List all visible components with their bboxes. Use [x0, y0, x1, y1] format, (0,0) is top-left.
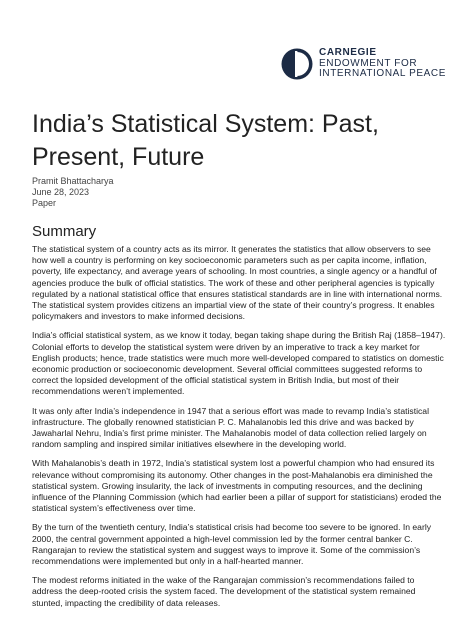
carnegie-logo-icon [281, 48, 313, 80]
carnegie-logo [281, 48, 446, 80]
document-meta [32, 176, 114, 209]
logo-line-3: INTERNATIONAL PEACE [319, 68, 446, 80]
summary-paragraph: By the turn of the twentieth century, India’s statistical crisis had become too severe to be ignored. In early 2000, the central government appointed a high-level commission led by the former central banker C. Rangarajan to review the statistical system and suggest ways to improve it. Some of the commission’s recommendations were implemented but only in a half-hearted manner. [32, 522, 432, 567]
logo-line-1: CARNEGIE [319, 47, 377, 59]
document-title: India’s Statistical System: Past, Present, Future [32, 110, 379, 171]
summary-paragraph: It was only after India’s independence in 1947 that a serious effort was made to revamp India’s statistical infrastructure. The globally renowned statistician P. C. Mahalanobis led this drive and was backed by Jawaharlal Nehru, India’s first prime minister. The Mahalanobis model of data collection relied largely on random sampling and inspired similar initiatives elsewhere in the developing world. [32, 405, 429, 450]
summary-paragraph: The statistical system of a country acts as its mirror. It generates the statistics that allow observers to see how well a country is performing on key socioeconomic parameters such as per capita income, inflation, poverty, life expectancy, and average years of schooling. In most countries, a single agency or a handful of agencies produce the bulk of official statistics. The work of these and other peripheral agencies is typically regulated by a national statistical office that ensures statistical standards are in line with international norms. The statistical system provides citizens an impartial view of the state of their country’s progress. It enables policymakers and investors to make informed decisions. [32, 244, 443, 322]
document-type: Paper [32, 198, 57, 208]
summary-paragraph: The modest reforms initiated in the wake of the Rangarajan commission’s recommendations failed to address the deep-rooted crisis the system faced. The development of the statistical system remained stunted, impacting the credibility of data releases. [32, 575, 416, 608]
summary-paragraph: India’s official statistical system, as we know it today, began taking shape during the British Raj (1858–1947). Colonial efforts to develop the statistical system were driven by an imperative to track a key market for English products; hence, trade statistics were much more well-developed compared to statistics on domestic economic production or socioeconomic development. Several official committees suggested reforms to correct the lopsided development of the official statistical system in British India, but most of their recommendations weren’t implemented. [32, 330, 446, 397]
logo-line-2: ENDOWMENT FOR [319, 57, 418, 69]
publish-date: June 28, 2023 [32, 187, 90, 197]
summary-paragraph: With Mahalanobis’s death in 1972, India’s statistical system lost a powerful champion who had ensured its relevance without compromising its autonomy. Other changes in the post-Mahalanobis era diminished the statistical system. Growing insularity, the lack of investments in computing resources, and the declining influence of the Planning Commission (which had earlier been a pillar of support for statisticians) eroded the statistical system’s effectiveness over time. [32, 458, 442, 514]
author-name: Pramit Bhattacharya [32, 176, 114, 186]
summary-heading: Summary [32, 223, 97, 240]
logo-wordmark [319, 48, 446, 80]
summary-body [32, 244, 446, 617]
